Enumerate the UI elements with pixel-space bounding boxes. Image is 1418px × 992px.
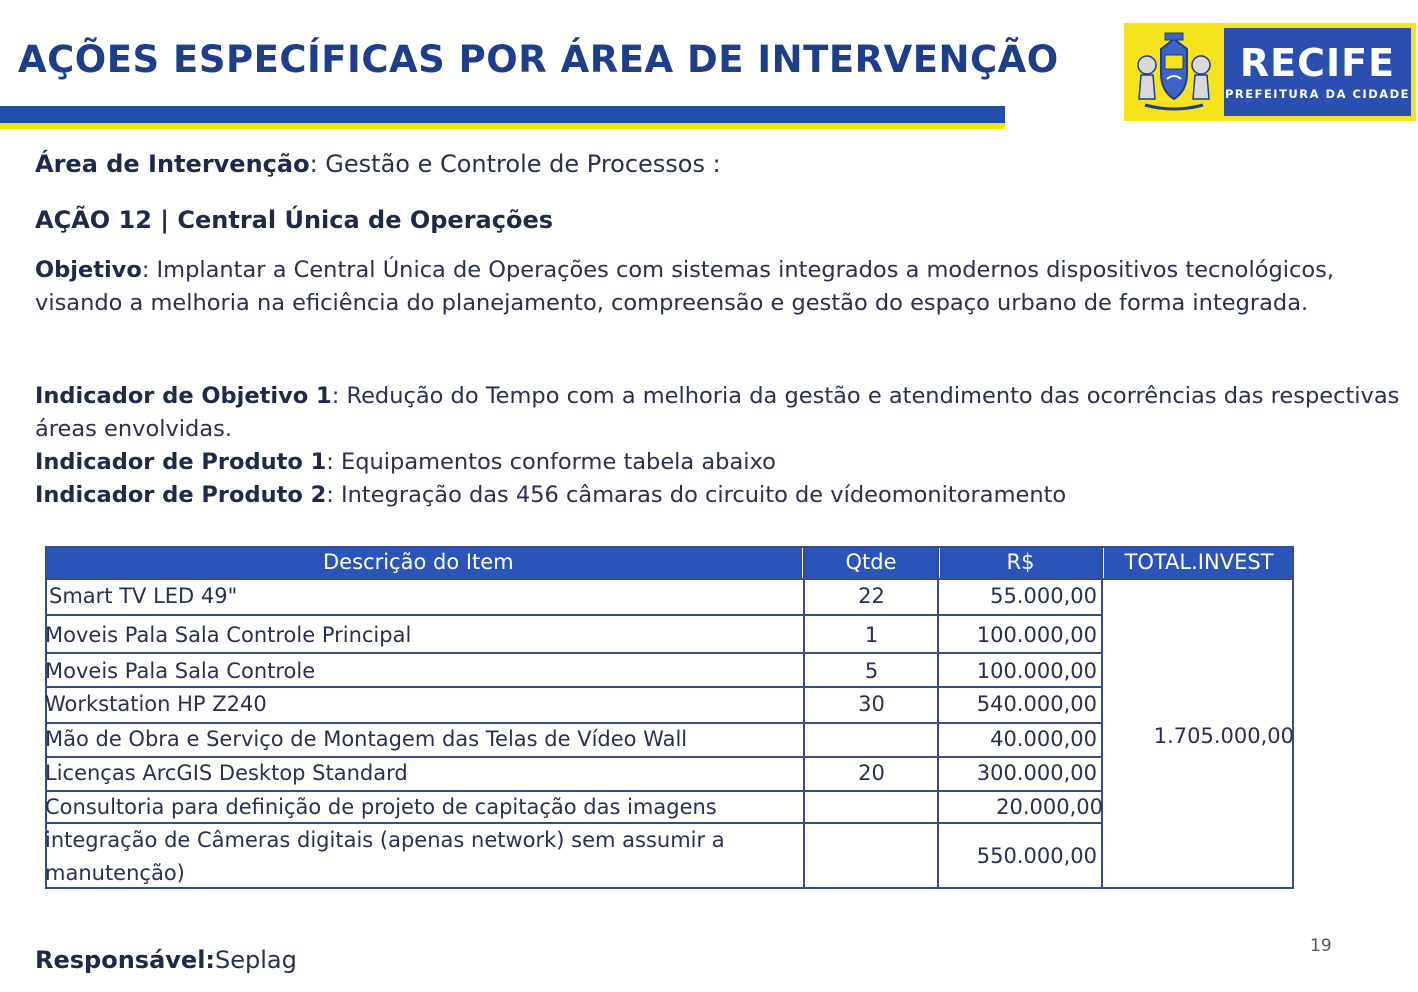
row-rs: 40.000,00 xyxy=(990,727,1097,751)
header-total: TOTAL.INVEST xyxy=(1104,546,1294,578)
grid-line xyxy=(45,722,1103,724)
row-qtde: 30 xyxy=(858,692,885,716)
indicador-text: : Equipamentos conforme tabela abaixo xyxy=(326,449,776,475)
logo-subtitle: PREFEITURA DA CIDADE xyxy=(1224,87,1411,101)
header-bar-blue xyxy=(0,106,1005,123)
objetivo-text: : Implantar a Central Única de Operações com sistemas integrados a modernos dispositivos tecnológicos, visando a melhoria na eficiência do planejamento, compreensão e gestão do espaço urbano de forma integrada. xyxy=(35,257,1335,316)
row-qtde: 5 xyxy=(864,659,879,683)
responsavel xyxy=(35,946,297,974)
row-rs: 55.000,00 xyxy=(990,584,1097,608)
row-rs: 550.000,00 xyxy=(976,844,1097,868)
row-desc: Moveis Pala Sala Controle xyxy=(45,659,316,683)
indicador-produto-1 xyxy=(35,446,1405,479)
header-desc: Descrição do Item xyxy=(45,546,802,578)
logo-name: RECIFE xyxy=(1239,41,1396,85)
row-desc: Moveis Pala Sala Controle Principal xyxy=(45,623,412,647)
row-rs: 20.000,00 xyxy=(996,795,1103,819)
area-label: Área de Intervenção xyxy=(35,150,310,178)
row-rs: 100.000,00 xyxy=(976,623,1097,647)
grid-line xyxy=(45,887,1294,889)
indicadores xyxy=(35,380,1405,512)
grid-line xyxy=(45,686,1103,688)
grid-line xyxy=(45,614,1103,616)
objetivo xyxy=(35,254,1405,319)
row-desc: Smart TV LED 49" xyxy=(49,584,238,608)
page-number: 19 xyxy=(1310,936,1332,956)
objetivo-label: Objetivo xyxy=(35,257,142,283)
indicador-objetivo-1 xyxy=(35,380,1405,446)
area-intervencao xyxy=(35,148,721,181)
header-rs: R$ xyxy=(940,546,1101,578)
indicador-label: Indicador de Produto 2 xyxy=(35,482,327,508)
acao-title: AÇÃO 12 | Central Única de Operações xyxy=(35,206,554,234)
grid-line xyxy=(1101,546,1103,889)
grid-line xyxy=(45,790,1103,792)
indicador-produto-2 xyxy=(35,479,1405,512)
header-bar-yellow xyxy=(0,123,1005,129)
area-value: : Gestão e Controle de Processos : xyxy=(309,150,721,178)
row-desc: Mão de Obra e Serviço de Montagem das Telas de Vídeo Wall xyxy=(45,727,688,751)
indicador-label: Indicador de Objetivo 1 xyxy=(35,383,332,409)
indicador-text: : Redução do Tempo com a melhoria da gestão e atendimento das ocorrências das respectivas áreas envolvidas. xyxy=(35,383,1400,442)
grid-line xyxy=(45,578,1294,580)
responsavel-value: Seplag xyxy=(215,946,297,974)
recife-logo xyxy=(1124,23,1416,121)
row-desc: Workstation HP Z240 xyxy=(45,692,267,716)
row-desc: Consultoria para definição de projeto de capitação das imagens xyxy=(45,795,717,819)
grid-line xyxy=(45,652,1103,654)
indicador-text: : Integração das 456 câmaras do circuito de vídeomonitoramento xyxy=(326,482,1067,508)
row-desc-line-1: integração de Câmeras digitais (apenas network) sem assumir a xyxy=(45,828,725,852)
total-invest-value: 1.705.000,00 xyxy=(1153,724,1294,748)
page-title: AÇÕES ESPECÍFICAS POR ÁREA DE INTERVENÇÃO xyxy=(18,38,1059,81)
row-qtde: 1 xyxy=(864,623,879,647)
grid-line xyxy=(45,822,1103,824)
responsavel-label: Responsável: xyxy=(35,946,216,974)
row-rs: 300.000,00 xyxy=(976,761,1097,785)
grid-line xyxy=(45,756,1103,758)
row-rs: 540.000,00 xyxy=(976,692,1097,716)
header-qtde: Qtde xyxy=(805,546,937,578)
indicador-label: Indicador de Produto 1 xyxy=(35,449,327,475)
grid-line xyxy=(1292,546,1294,889)
row-rs: 100.000,00 xyxy=(976,659,1097,683)
row-qtde: 22 xyxy=(858,584,885,608)
row-desc: Licenças ArcGIS Desktop Standard xyxy=(45,761,408,785)
grid-line xyxy=(45,546,1294,548)
row-desc-line-2: manutenção) xyxy=(45,861,185,885)
investment-table xyxy=(45,546,1294,889)
coat-of-arms-icon xyxy=(1124,23,1224,121)
row-qtde: 20 xyxy=(858,761,885,785)
